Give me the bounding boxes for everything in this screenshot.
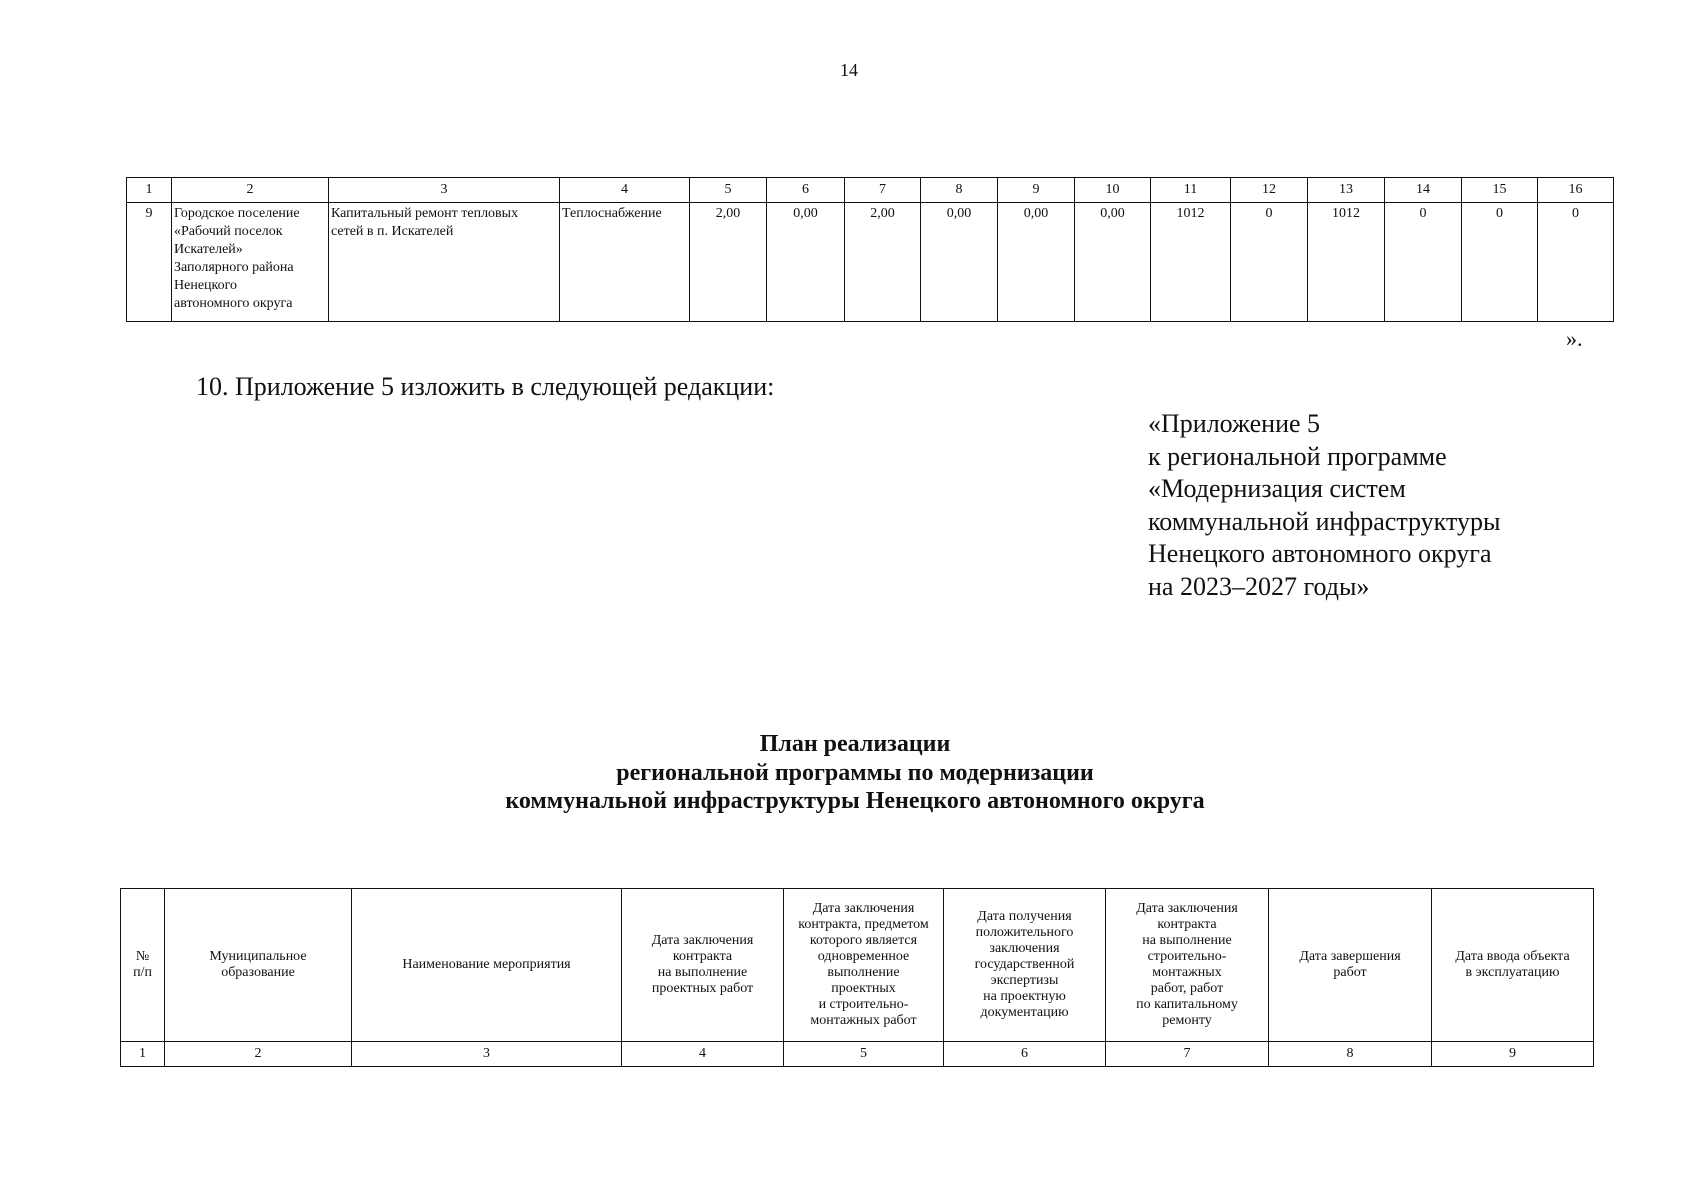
column-number: 2 [165,1042,352,1067]
value-cell: 0,00 [767,203,845,322]
row-number: 9 [127,203,172,322]
value-cell: 0,00 [1075,203,1151,322]
plan-header-row [121,889,1594,1042]
header-number: № п/п [121,889,165,1042]
value-cell: 1012 [1151,203,1231,322]
column-number: 5 [784,1042,944,1067]
column-number: 14 [1385,178,1462,203]
column-number: 16 [1538,178,1614,203]
column-number: 6 [767,178,845,203]
header-construction-contract-date: Дата заключения контракта на выполнение строительно- монтажных работ, работ по капитальному ремонту [1106,889,1269,1042]
column-number: 8 [921,178,998,203]
header-expertise-date: Дата получения положительного заключения государственной экспертизы на проектную документацию [944,889,1106,1042]
value-cell: 0,00 [921,203,998,322]
value-cell: 2,00 [845,203,921,322]
column-number: 7 [845,178,921,203]
header-measure-name: Наименование мероприятия [352,889,622,1042]
plan-table [120,888,1594,1067]
value-cell: 0 [1385,203,1462,322]
value-cell: 0 [1231,203,1308,322]
measure-cell: Капитальный ремонт тепловых сетей в п. Искателей [329,203,560,322]
plan-title: План реализации региональной программы по модернизации коммунальной инфраструктуры Ненецкого автономного округа [505,731,1205,814]
instruction-paragraph: 10. Приложение 5 изложить в следующей редакции: [196,372,775,401]
column-number: 13 [1308,178,1385,203]
column-number: 4 [560,178,690,203]
closing-quote: ». [1566,326,1583,351]
previous-table [126,177,1614,322]
municipality-cell: Городское поселение «Рабочий поселок Искателей» Заполярного района Ненецкого автономного округа [172,203,329,322]
plan-column-number-row [121,1042,1594,1067]
column-number: 11 [1151,178,1231,203]
column-number: 15 [1462,178,1538,203]
column-number: 3 [329,178,560,203]
header-design-contract-date: Дата заключения контракта на выполнение проектных работ [622,889,784,1042]
column-number: 8 [1269,1042,1432,1067]
value-cell: 2,00 [690,203,767,322]
table-row [127,203,1614,322]
column-number: 5 [690,178,767,203]
appendix-caption: «Приложение 5 к региональной программе «Модернизация систем коммунальной инфраструктуры Ненецкого автономного округа на 2023–2027 годы» [1148,409,1501,601]
column-number: 9 [1432,1042,1594,1067]
header-combined-contract-date: Дата заключения контракта, предметом которого является одновременное выполнение проектных и строительно- монтажных работ [784,889,944,1042]
header-municipality: Муниципальное образование [165,889,352,1042]
value-cell: 1012 [1308,203,1385,322]
type-cell: Теплоснабжение [560,203,690,322]
column-number: 6 [944,1042,1106,1067]
column-number: 2 [172,178,329,203]
column-number: 1 [121,1042,165,1067]
column-number: 7 [1106,1042,1269,1067]
column-number: 4 [622,1042,784,1067]
column-number: 3 [352,1042,622,1067]
column-number-row [127,178,1614,203]
column-number: 9 [998,178,1075,203]
value-cell: 0 [1462,203,1538,322]
column-number: 10 [1075,178,1151,203]
value-cell: 0 [1538,203,1614,322]
header-completion-date: Дата завершения работ [1269,889,1432,1042]
value-cell: 0,00 [998,203,1075,322]
header-commissioning-date: Дата ввода объекта в эксплуатацию [1432,889,1594,1042]
column-number: 1 [127,178,172,203]
column-number: 12 [1231,178,1308,203]
page-number: 14 [840,60,858,80]
